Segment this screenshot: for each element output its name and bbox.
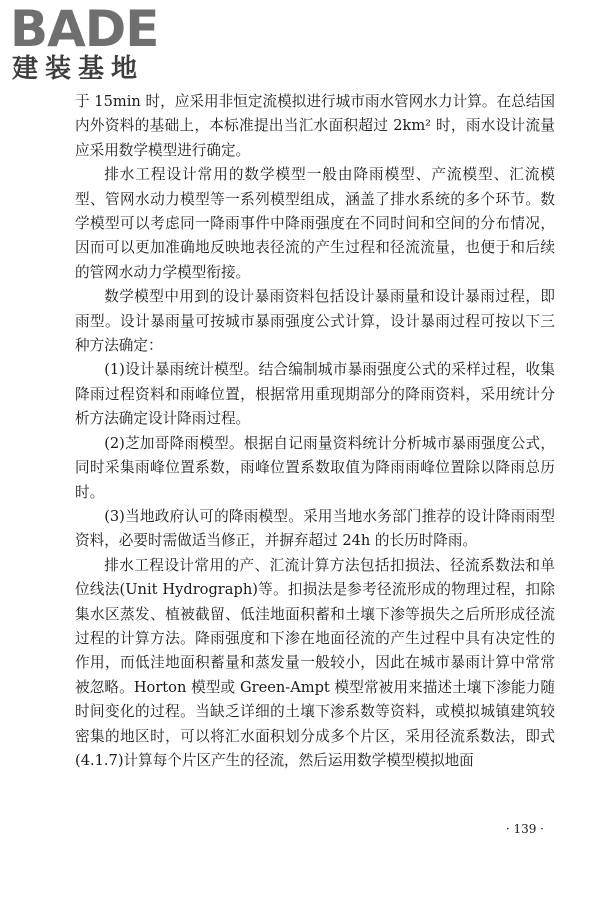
- paragraph-runoff-methods: 排水工程设计常用的产、汇流计算方法包括扣损法、径流系数法和单位线法(Unit Hydrograph)等。扣损法是参考径流形成的物理过程，扣除集水区蒸发、植被截留、低洼地面积蓄和土壤下渗等损失之后所形成径流过程的计算方法。降雨强度和下渗在地面径流的产生过程中具有决定性的作用，而低洼地面积蓄量和蒸发量一般较小，因此在城市暴雨计算中常常被忽略。Horton 模型或 Green-Ampt 模型常被用来描述土壤下渗能力随时间变化的过程。当缺乏详细的土壤下渗系数等资料，或模拟城镇建筑较密集的地区时，可以将汇水面积划分成多个片区，采用径流系数法，即式(4.1.7)计算每个片区产生的径流，然后运用数学模型模拟地面: [75, 556, 555, 769]
- list-item-chicago-model: (2)芝加哥降雨模型。根据自记雨量资料统计分析城市暴雨强度公式，同时采集雨峰位置系数，雨峰位置系数取值为降雨雨峰位置除以降雨总历时。: [75, 434, 555, 501]
- list-item-statistical-model: (1)设计暴雨统计模型。结合编制城市暴雨强度公式的采样过程，收集降雨过程资料和雨峰位置，根据常用重现期部分的降雨资料，采用统计分析方法确定设计降雨过程。: [75, 361, 555, 428]
- page-body: [75, 90, 555, 773]
- paragraph-continuation: 于 15min 时，应采用非恒定流模拟进行城市雨水管网水力计算。在总结国内外资料的基础上，本标准提出当汇水面积超过 2km² 时，雨水设计流量应采用数学模型进行确定。: [75, 93, 555, 159]
- publisher-logo: [10, 0, 175, 86]
- logo-wordmark: BADE: [10, 0, 159, 58]
- paragraph-math-models: 排水工程设计常用的数学模型一般由降雨模型、产流模型、汇流模型、管网水动力模型等一系列模型组成，涵盖了排水系统的多个环节。数学模型可以考虑同一降雨事件中降雨强度在不同时间和空间的分布情况，因而可以更加准确地反映地表径流的产生过程和径流流量，也便于和后续的管网水动力学模型衔接。: [75, 166, 555, 281]
- paragraph-design-storm: 数学模型中用到的设计暴雨资料包括设计暴雨量和设计暴雨过程，即雨型。设计暴雨量可按城市暴雨强度公式计算，设计暴雨过程可按以下三种方法确定：: [75, 288, 555, 355]
- list-item-local-model: (3)当地政府认可的降雨模型。采用当地水务部门推荐的设计降雨雨型资料，必要时需做适当修正，并摒弃超过 24h 的长历时降雨。: [75, 507, 555, 550]
- logo-chinese-name: 建装基地: [12, 54, 145, 84]
- page-number: · 139 ·: [505, 822, 544, 836]
